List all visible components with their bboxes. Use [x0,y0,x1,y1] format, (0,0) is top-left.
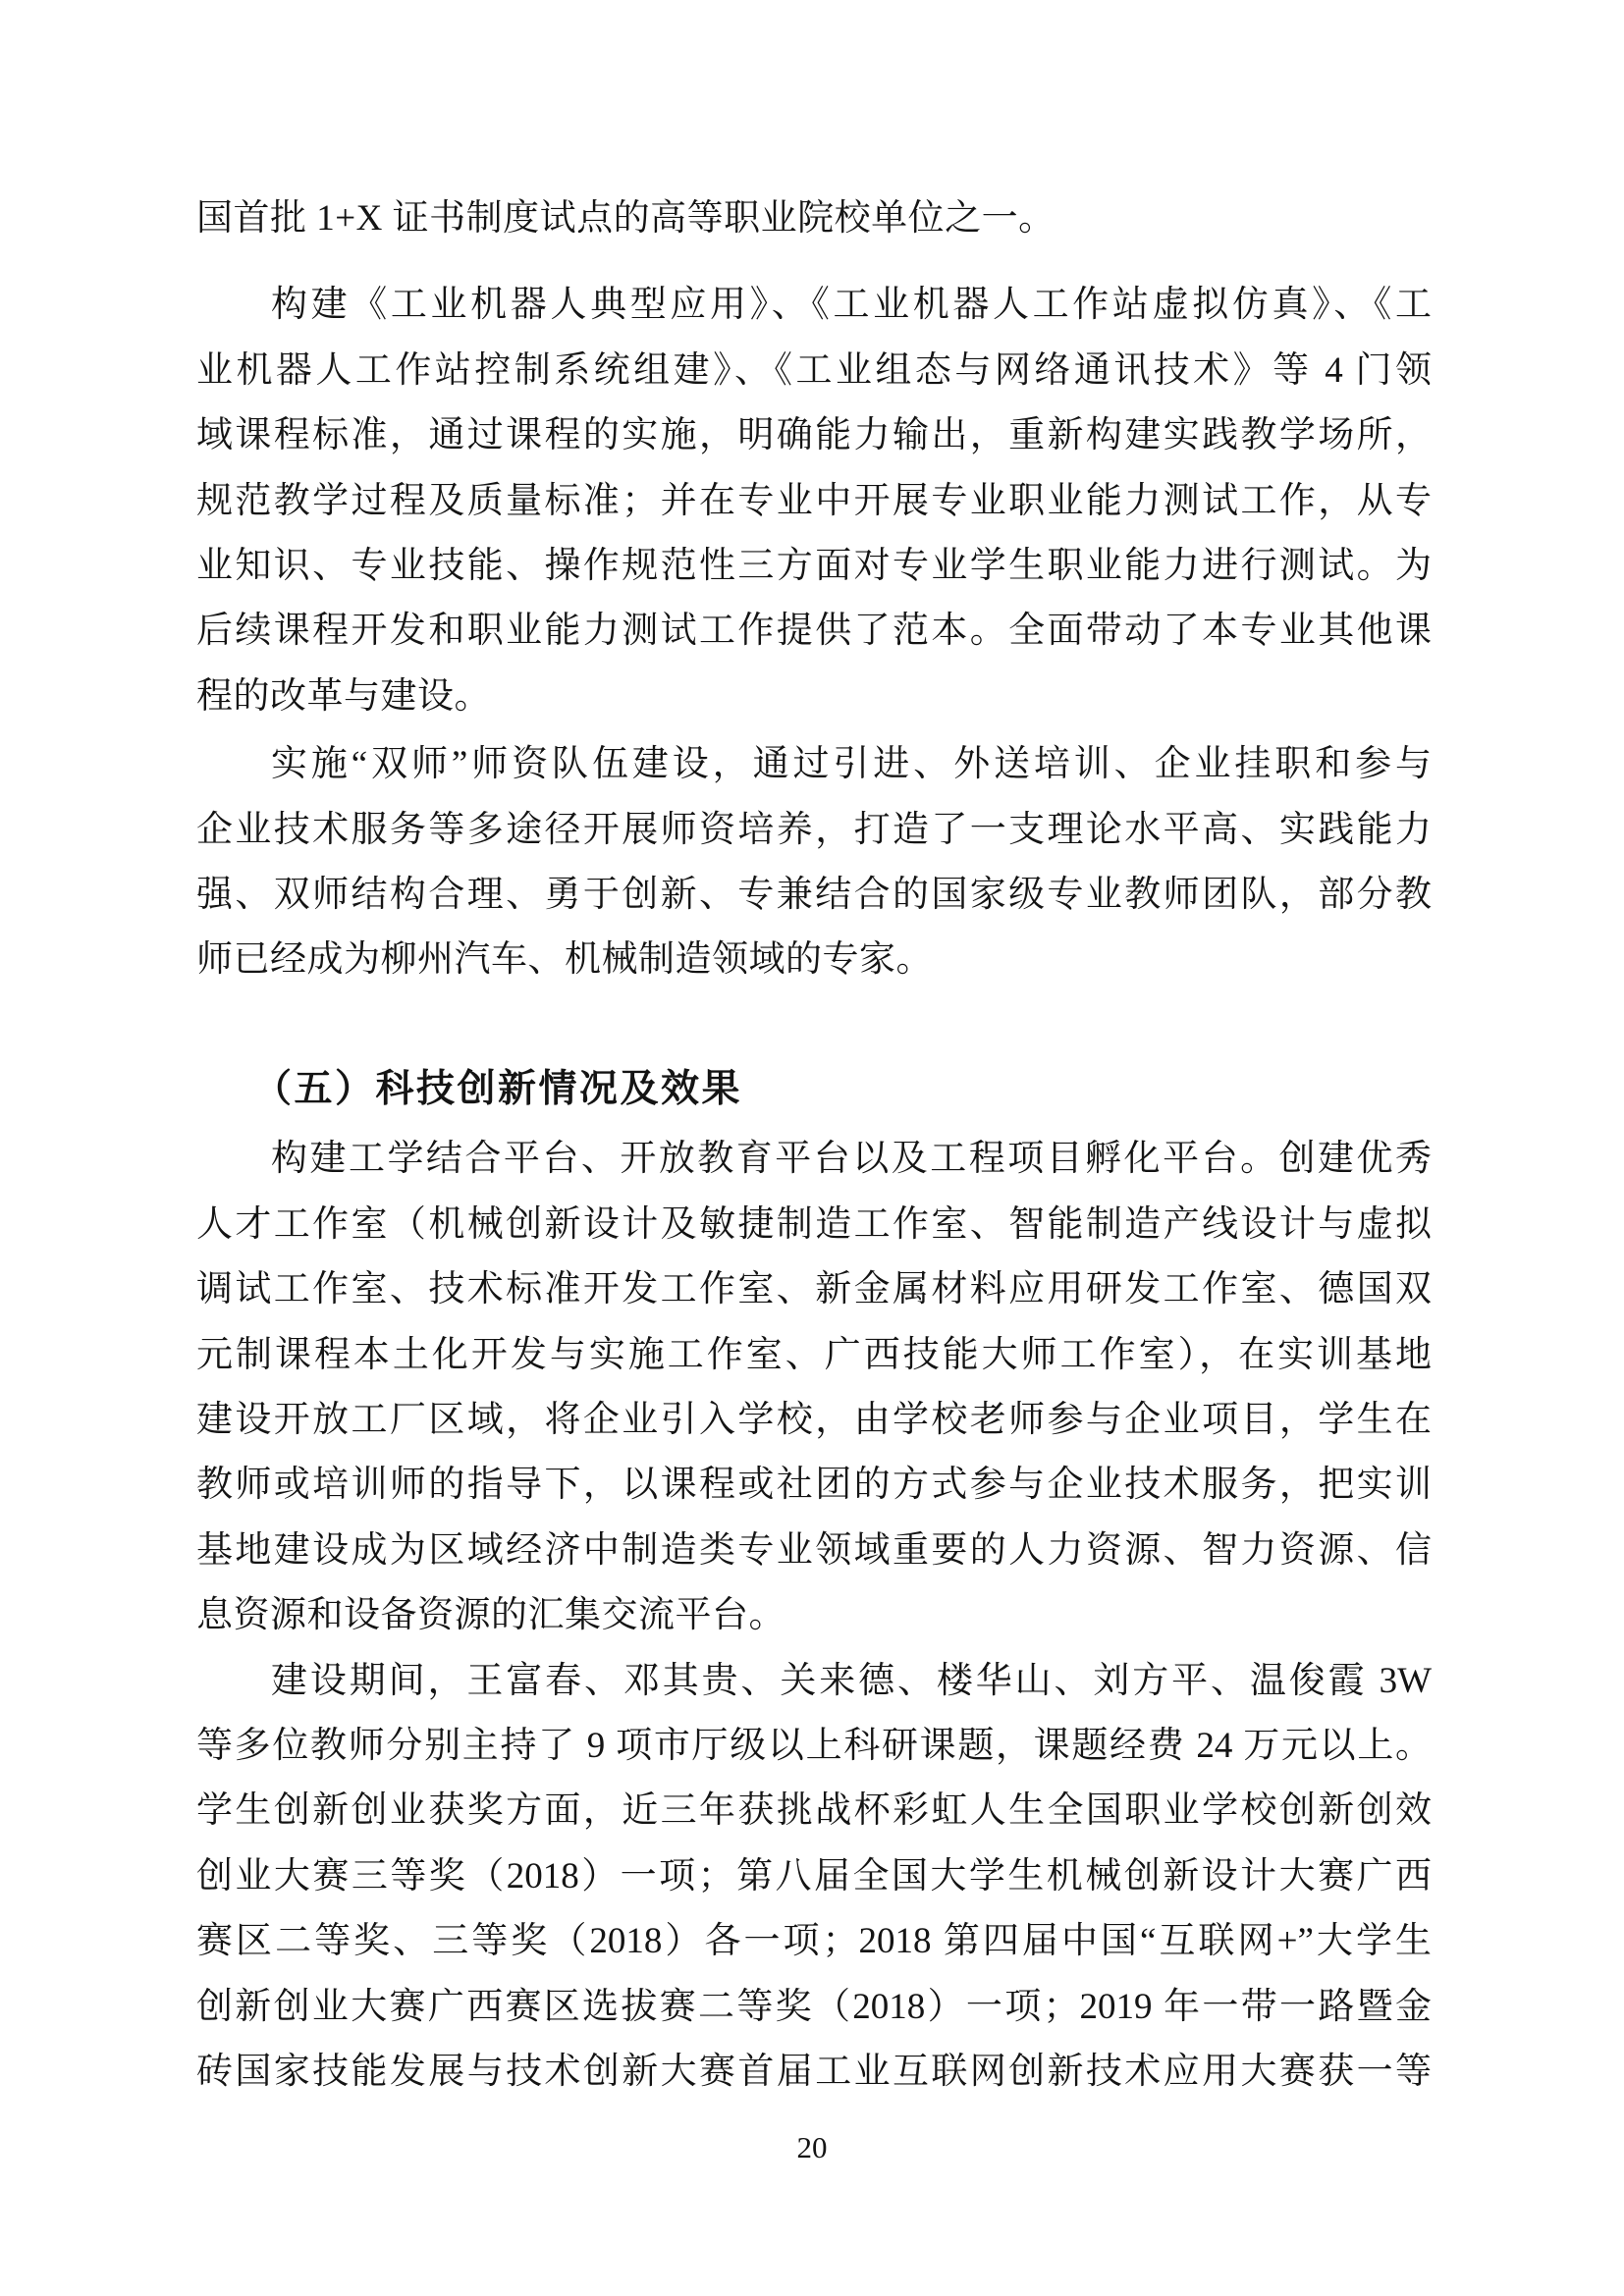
text-line: 规范教学过程及质量标准；并在专业中开展专业职业能力测试工作，从专 [196,480,1432,521]
text-line: 程的改革与建设。 [196,675,491,717]
text-line: 业知识、专业技能、操作规范性三方面对专业学生职业能力进行测试。为 [196,546,1432,587]
text-line: 等多位教师分别主持了 9 项市厅级以上科研课题，课题经费 24 万元以上。 [196,1725,1432,1766]
text-line: 实施“双师”师资队伍建设，通过引进、外送培训、企业挂职和参与 [271,744,1432,785]
heading-section-5 [196,1057,1432,1122]
text-line: 构建《工业机器人典型应用》、《工业机器人工作站虚拟仿真》、《工 [271,285,1432,326]
text-line: 创业大赛三等奖（2018）一项；第八届全国大学生机械创新设计大赛广西 [196,1855,1432,1896]
text-line: 人才工作室（机械创新设计及敏捷制造工作室、智能制造产线设计与虚拟 [196,1203,1432,1245]
text-line: 基地建设成为区域经济中制造类专业领域重要的人力资源、智力资源、信 [196,1529,1432,1571]
page-number: 20 [796,2130,828,2164]
text-line: 国首批 1+X 证书制度试点的高等职业院校单位之一。 [196,198,1056,239]
text-line: 后续课程开发和职业能力测试工作提供了范本。全面带动了本专业其他课 [196,611,1432,652]
para-research-awards [196,1649,1432,2106]
text-line: 砖国家技能发展与技术创新大赛首届工业互联网创新技术应用大赛获一等 [196,2051,1432,2092]
text-line: 强、双师结构合理、勇于创新、专兼结合的国家级专业教师团队，部分教 [196,875,1432,916]
para-teacher-team [196,732,1432,993]
text-line: 建设期间，王富春、邓其贵、关来德、楼华山、刘方平、温俊霞 3W [271,1660,1432,1701]
text-line: 构建工学结合平台、开放教育平台以及工程项目孵化平台。创建优秀 [271,1139,1432,1180]
para-innovation-platforms [196,1127,1432,1648]
text-line: 业机器人工作站控制系统组建》、《工业组态与网络通讯技术》等 4 门领 [196,349,1432,391]
document-body [196,187,1432,2105]
text-line: 赛区二等奖、三等奖（2018）各一项；2018 第四届中国“互联网+”大学生 [196,1921,1432,1962]
text-line: 元制课程本土化开发与实施工作室、广西技能大师工作室），在实训基地 [196,1334,1432,1375]
text-line: 调试工作室、技术标准开发工作室、新金属材料应用研发工作室、德国双 [196,1269,1432,1310]
text-line: （五）科技创新情况及效果 [253,1067,743,1110]
text-line: 息资源和设备资源的汇集交流平台。 [196,1595,785,1636]
text-line: 创新创业大赛广西赛区选拔赛二等奖（2018）一项；2019 年一带一路暨金 [196,1986,1432,2027]
text-line: 企业技术服务等多途径开展师资培养，打造了一支理论水平高、实践能力 [196,809,1432,850]
para-course-standards [196,273,1432,729]
text-line: 师已经成为柳州汽车、机械制造领域的专家。 [196,939,933,981]
text-line: 域课程标准，通过课程的实施，明确能力输出，重新构建实践教学场所， [196,415,1432,456]
para-continuation [196,187,1432,251]
text-line: 建设开放工厂区域，将企业引入学校，由学校老师参与企业项目，学生在 [196,1399,1432,1440]
text-line: 教师或培训师的指导下，以课程或社团的方式参与企业技术服务，把实训 [196,1465,1432,1506]
text-line: 学生创新创业获奖方面，近三年获挑战杯彩虹人生全国职业学校创新创效 [196,1790,1432,1832]
